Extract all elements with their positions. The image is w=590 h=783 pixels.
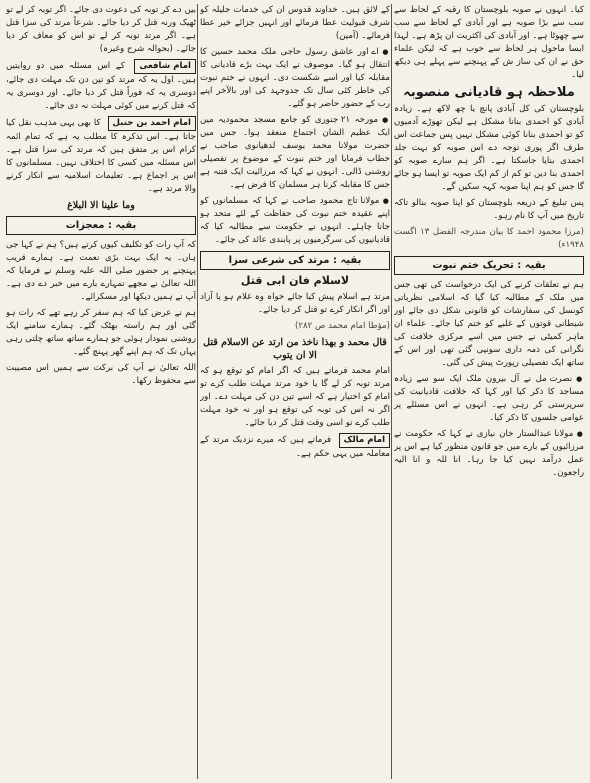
arabic-text: قال محمد و بھذا ناخذ من ارتد عن الاسلام قتل الا ان یتوب: [203, 337, 387, 361]
citation: (مرزا محمود احمد کا بیان مندرجہ الفضل ۱۳ اگست ۱۹۴۸ء): [394, 227, 584, 250]
article-text: اللہ تعالیٰ نے آپ کی برکت سے ہمیں اس مصیبت سے محفوظ رکھا۔: [6, 363, 196, 386]
article-text: کا بھی یہی مذہب نقل کیا جاتا ہے۔ اس تذکرہ کا مطلب یہ ہے کہ تمام ائمہ کرام اس پر متفق ہیں کہ مرتد کی سزا قتل ہے۔ اس مسئلہ میں کسی کا اختلاف نہیں۔ مسلمانوں کا اس پر اجماع ہے۔ تعلیمات اسلامیہ سے انکار کرنے والا مرتد ہے۔: [6, 118, 196, 194]
article-text: کہ آپ رات کو تکلیف کیوں کرتے ہیں؟ ہم نے کہا جی ہاں۔ یہ ایک بہت بڑی نعمت ہے۔ ہمارے قریب پہنچنے پر حضور صلی اللہ علیہ وسلم نے فرمایا کہ اللہ تعالیٰ نے مجھے تمہارے بارے میں خبر دے دی ہے۔ آپ نے ہمیں دیکھا اور مسکرائے۔: [6, 240, 196, 302]
citation: (مؤطا امام محمد ص ۲۸۲): [295, 321, 390, 331]
continuation-box: بقیہ : معجزات: [6, 216, 196, 235]
article-text: کے لائق ہیں۔ خداوند قدوس ان کی خدمات جلیلہ کو شرف قبولیت عطا فرمائے اور انہیں جزائے خیر عطا فرمائے۔ (آمین): [200, 5, 390, 41]
article-text: مرتد ہے اسلام پیش کیا جائے خواہ وہ غلام ہو یا آزاد اور اگر انکار کرے تو قتل کر دیا جائے۔: [200, 292, 390, 315]
continuation-box: بقیہ : مرتد کی شرعی سزا: [200, 251, 390, 270]
article-text: ● اے اور عاشق رسول حاجی ملک محمد حسین کا انتقال ہو گیا۔ موصوف نے ایک بہت بڑے قادیانی کا مقابلہ کیا اور اسے شکست دی۔ انہوں نے ختم نبوت کی خاطر کئی سال تک جدوجہد کی اور بالآخر اپنے رب کے حضور حاضر ہو گئے۔: [200, 46, 390, 111]
imam-label: امام مالک: [339, 433, 390, 448]
column-right: [394, 4, 584, 779]
article-text: امام محمد فرماتے ہیں کہ اگر امام کو توقع ہو کہ مرتد توبہ کر لے گا یا خود مرتد مہلت طلب کرے تو امام کو اختیار ہے کہ اسے تین دن کی مہلت دے۔ اور اگر نہ اس کی توبہ کی توقع ہو اور نہ خود مہلت طلب کرے تو اسی وقت قتل کر دیا جائے۔: [200, 366, 390, 428]
article-text: [6, 116, 196, 196]
column-middle: [200, 4, 390, 779]
article-text: ● مولانا تاج محمود صاحب نے کہا کہ مسلمانوں کو اپنے عقیدہ ختم نبوت کی حفاظت کے لئے متحد ہو جانا چاہئے۔ انہوں نے حکومت سے مطالبہ کیا کہ قادیانیوں کی سرگرمیوں پر پابندی عائد کی جائے۔: [200, 195, 390, 247]
article-text: ہم نے عرض کیا کہ ہم سفر کر رہے تھے کہ رات ہو گئی اور ہم راستہ بھٹک گئے۔ ہمارے سامنے ایک روشنی نمودار ہوئی جو ہمارے ساتھ ساتھ چلتی رہی یہاں تک کہ ہم اپنے گھر پہنچ گئے۔: [6, 308, 196, 357]
article-text: کے اس مسئلہ میں دو روایتیں ہیں۔ اول یہ کہ مرتد کو تین دن تک مہلت دی جائے، دوسری یہ کہ فوراً قتل کر دیا جائے۔ اور دوسری یہ کہ قتل کرنے میں کوئی مہلت نہ دی جائے۔: [6, 61, 196, 111]
article-text: ● مولانا عبدالستار خان نیازی نے کہا کہ حکومت نے مرزائیوں کے بارے میں جو قانون منظور کیا ہے اس پر عمل درآمد نہیں کیا جا رہا۔ انا للہ و انا الیہ راجعون۔: [394, 428, 584, 480]
continuation-label: بقیہ: [524, 260, 546, 271]
article-heading: ملاحظہ ہو قادیانی منصوبہ: [403, 85, 575, 100]
article-text: بیں دے کر توبہ کی دعوت دی جائے۔ اگر توبہ کر لے تو ٹھیک ورنہ قتل کر دیا جائے۔ شرعاً مرتد کی سزا قتل ہے۔ اگر مرتد توبہ کر لے تو اس کو معاف کر دیا جائے۔ (بحوالہ شرح وغیرہ): [6, 5, 196, 54]
continuation-title: معجزات: [65, 220, 105, 231]
article-text: [6, 59, 196, 113]
article-text: [200, 433, 390, 461]
article-text: ● مورخہ ۲۱ جنوری کو جامع مسجد محمودیہ میں ایک عظیم الشان اجتماع منعقد ہوا۔ جس میں حضرت مولانا محمد یوسف لدھیانوی صاحب نے خطاب فرمایا اور ختم نبوت کے موضوع پر تفصیلی روشنی ڈالی۔ انہوں نے کہا کہ مرزائیت ایک فتنہ ہے جس کا مقابلہ کرنا ہر مسلمان کا فرض ہے۔: [200, 114, 390, 192]
article-text: ● نصرت مل نے آل بیرون ملک ایک سو سے زیادہ مساجد کا ذکر کیا اور کہا کہ خلافت قادیانیت کی سرپرستی کر رہی ہے۔ انہوں نے اس مسئلے پر عوامی جلسوں کا ذکر کیا۔: [394, 373, 584, 425]
section-heading: لاسلام فان ابی قتل: [240, 274, 350, 287]
imam-label: امام شافعی: [134, 59, 196, 74]
article-text: بلوچستان کی کل آبادی پانچ یا چھ لاکھ ہے۔ زیادہ آبادی کو احمدی بنانا مشکل ہے لیکن تھوڑے آدمیوں کو تو احمدی بنانا کوئی مشکل نہیں پس جماعت اس طرف اگر پوری توجہ دے اس صوبہ کو بہت جلد احمدی بنایا جاسکتا ہے۔ اگر ہم سارے صوبہ کو احمدی بنا دیں تو کم از کم ایک صوبہ تو ایسا ہو جائے گا جس کو ہم اپنا صوبہ کہہ سکیں گے۔: [394, 104, 584, 192]
continuation-label: بقیہ: [340, 255, 362, 266]
continuation-title: تحریک ختم نبوت: [432, 260, 514, 271]
article-text: ہم نے تعلقات کرنے کی ایک درخواست کی تھی جس میں ملک کے مطالبہ کیا گیا کہ اسلامی نظریاتی کونسل کی سفارشات کو قانونی شکل دی جائے اور شیطانی قوتوں کے غلبے کو ختم کیا جائے۔ علماء ان ماہر کمیٹی نے جس میں اسے مرکزی خلافت کی نگرانی کی ذمہ داری سونپی گئی تھی اور اس کے ساتھ ایک تفصیلی رپورٹ پیش کی گئی۔: [394, 280, 584, 368]
article-text: کیا۔ انہوں نے صوبہ بلوچستان کا رقبہ کے لحاظ سے سب سے بڑا صوبہ ہے اور آبادی کے لحاظ سے سب سے چھوٹا ہے۔ اور آبادی کی اکثریت ان پڑھ ہے۔ لہذا ایسا ماحول ہر لحاظ سے خوب ہے کہ لیکن علماء حق نے ان کی ساز ش کے پہنچنے سے پہلے ہی دیکھ لیا۔: [394, 5, 584, 80]
imam-label: امام احمد بن حنبل: [108, 116, 196, 131]
continuation-box: بقیہ : تحریک ختم نبوت: [394, 256, 584, 275]
column-divider: [197, 4, 198, 779]
column-left: [6, 4, 196, 779]
continuation-title: مرتد کی شرعی سزا: [228, 255, 330, 266]
article-text: فرماتے ہیں کہ میرے نزدیک مرتد کے معاملہ میں یہی حکم ہے۔: [200, 435, 390, 459]
column-divider: [391, 4, 392, 779]
article-text: پس تبلیغ کے ذریعہ بلوچستان کو اپنا صوبہ بنالو تاکہ تاریخ میں آپ کا نام رہو۔: [394, 198, 584, 221]
closing-line: وما علینا الا البلاغ: [67, 200, 135, 211]
continuation-label: بقیہ: [115, 220, 137, 231]
